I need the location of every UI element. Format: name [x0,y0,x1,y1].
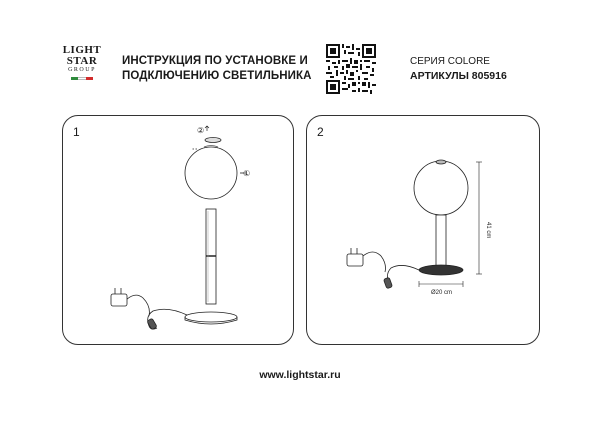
step-1-illustration [63,116,295,346]
bulb-icon [205,126,209,131]
marker-1-label: ① [243,169,251,178]
qr-code-icon [326,44,376,94]
title-line-2: ПОДКЛЮЧЕНИЮ СВЕТИЛЬНИКА [122,70,312,82]
product-info [410,54,507,84]
power-cable [363,252,419,284]
lamp-globe [185,147,237,199]
marker-2-label: ② [197,126,205,135]
series-label: СЕРИЯ COLORE [410,56,490,67]
step-2-illustration [307,116,541,346]
italian-flag-icon [71,77,93,80]
cable-switch [383,277,392,288]
power-adapter [111,294,127,306]
logo-text-light: LIGHT [62,44,102,56]
lamp-base [185,312,237,322]
step-1-panel [62,115,294,345]
lamp-base [419,265,463,275]
height-label: 41 cm [485,222,491,239]
lamp-stem [436,215,446,267]
title-line-1: ИНСТРУКЦИЯ ПО УСТАНОВКЕ И [122,55,308,67]
document-title [122,54,312,84]
power-adapter [347,254,363,266]
diameter-label: Ø20 cm [431,290,453,296]
brand-logo [60,44,104,96]
logo-text-star: STAR [66,55,98,67]
step-2-panel [306,115,540,345]
power-cable [125,295,187,329]
lamp-globe [414,161,468,215]
website-link[interactable]: www.lightstar.ru [259,369,341,381]
logo-text-group: GROUP [68,67,96,73]
article-label: АРТИКУЛЫ 805916 [410,70,507,82]
step-2-number: 2 [317,125,324,139]
lamp-cap [205,138,221,143]
step-1-number: 1 [73,125,80,139]
cable-switch [147,318,157,330]
